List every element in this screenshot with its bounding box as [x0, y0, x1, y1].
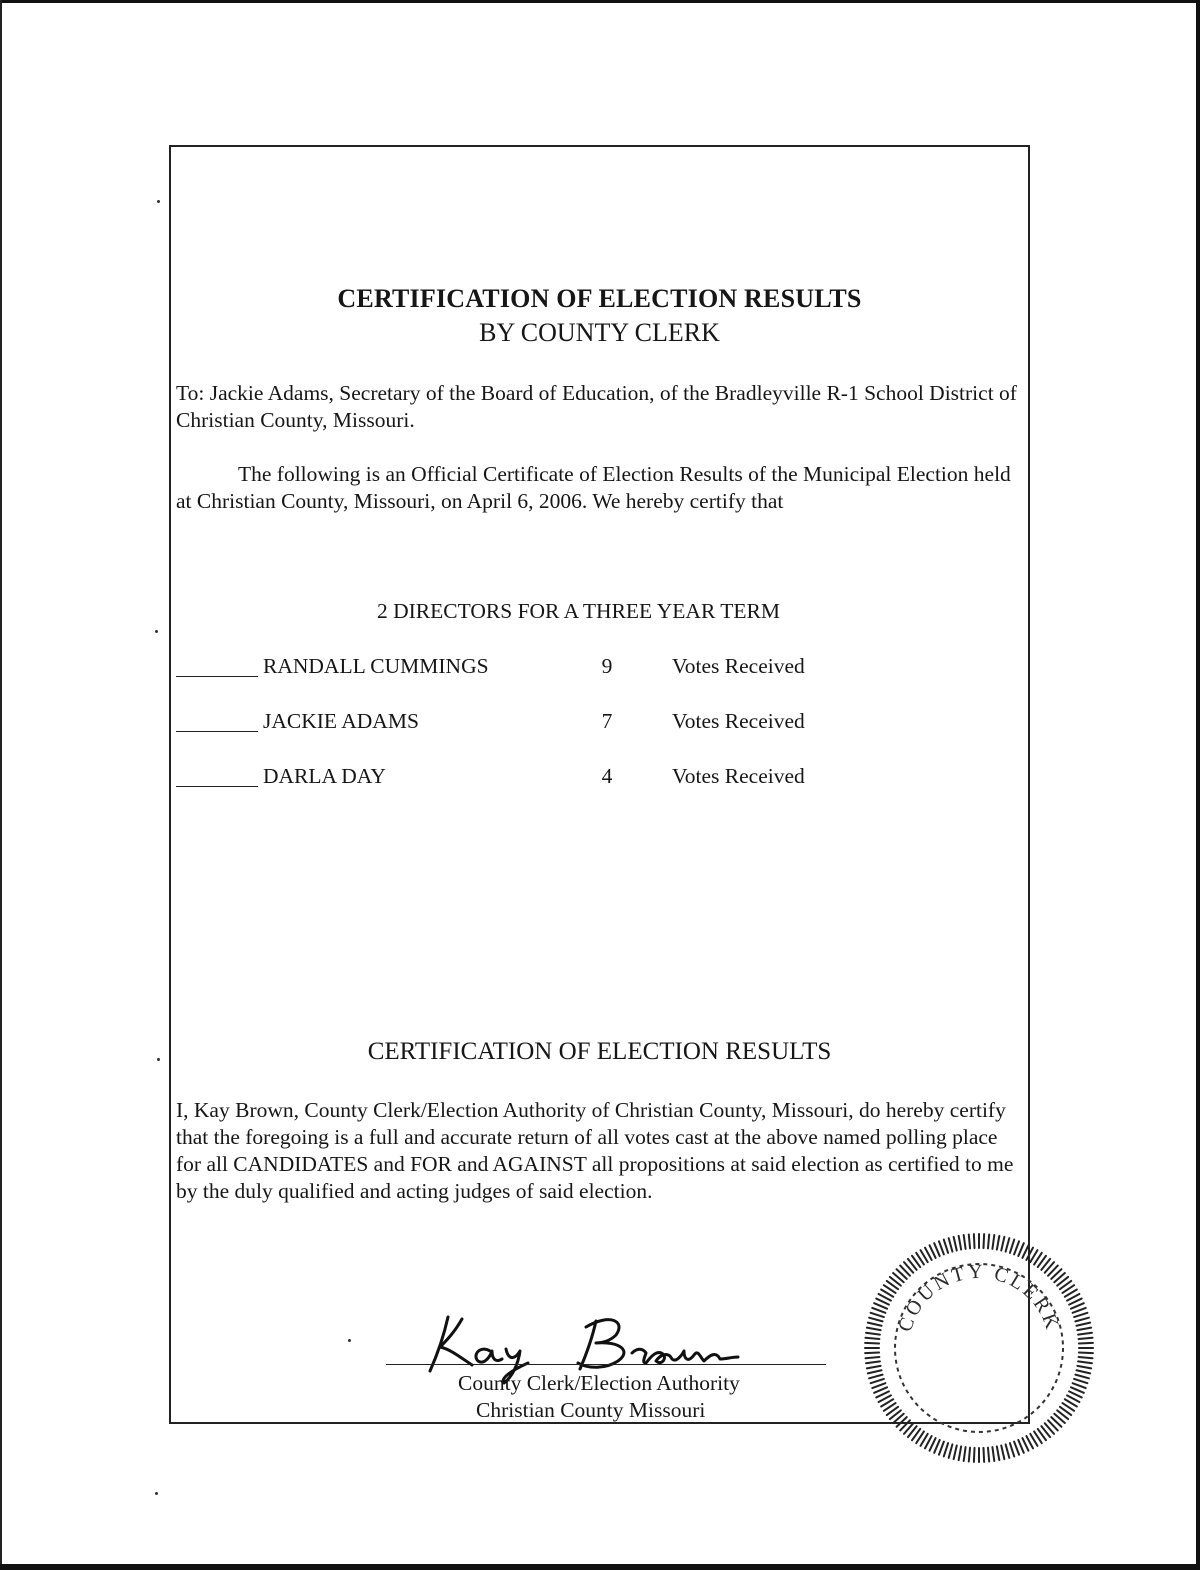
document-subtitle: BY COUNTY CLERK: [479, 318, 720, 347]
seal-tick: [1010, 1443, 1014, 1456]
seal-tick: [867, 1328, 881, 1330]
seal-tick: [1071, 1387, 1084, 1393]
candidate-votes: 4: [601, 764, 613, 788]
document-title: CERTIFICATION OF ELECTION RESULTS: [337, 284, 862, 313]
svg-text:COUNTY CLERK: COUNTY CLERK: [894, 1260, 1064, 1335]
scan-speck: [155, 1492, 158, 1495]
scan-edge-bottom: [0, 1564, 1200, 1570]
scan-speck: [157, 1058, 160, 1061]
seal-tick: [992, 1447, 994, 1461]
intro-paragraph: The following is an Official Certificate of Election Results of the Municipal Election held at Christian County, Missouri, on April 6, 2006. We hereby certify that: [176, 462, 1011, 513]
seal-tick: [974, 1234, 975, 1248]
seal-tick: [1073, 1383, 1086, 1388]
candidate-name: DARLA DAY: [263, 764, 386, 788]
seal-tick: [964, 1447, 966, 1461]
seal-tick: [874, 1303, 887, 1309]
seal-tick: [1078, 1361, 1092, 1363]
seal-tick: [1018, 1243, 1024, 1256]
votes-label: Votes Received: [672, 709, 805, 733]
seal-tick: [934, 1440, 940, 1453]
seal-tick: [969, 1448, 970, 1462]
seal-tick: [1074, 1313, 1087, 1317]
seal-tick: [1071, 1303, 1084, 1309]
mark-blank-line: [176, 731, 258, 732]
scan-speck: [157, 200, 160, 203]
seal-tick: [1079, 1352, 1093, 1353]
seal-tick: [1014, 1442, 1019, 1455]
certification-paragraph: I, Kay Brown, County Clerk/Election Authority of Christian County, Missouri, do hereby certify that the foregoing is a full and accurate return of all votes cast at the above named polling place for all CANDIDATES and FOR and AGAINST all propositions at said election as certified to me by the duly qualified and acting judges of said election.: [176, 1098, 1014, 1203]
seal-tick: [1018, 1440, 1024, 1453]
seal-tick: [1077, 1328, 1091, 1330]
seal-tick: [867, 1366, 881, 1368]
seal-tick: [964, 1235, 966, 1249]
seal-tick: [997, 1446, 999, 1460]
seal-tick: [944, 1443, 948, 1456]
candidate-votes: 9: [601, 654, 613, 678]
votes-label: Votes Received: [672, 764, 805, 788]
seal-tick: [949, 1238, 953, 1251]
seal-tick: [969, 1234, 970, 1248]
seal-tick: [1075, 1318, 1088, 1322]
seal-tick: [866, 1361, 880, 1363]
signatory-role: County Clerk/Election Authority: [458, 1371, 740, 1395]
addressee-paragraph: To: Jackie Adams, Secretary of the Board of Education, of the Bradleyville R-1 School District of Christian County, Missouri.: [176, 381, 1017, 432]
scan-speck: [155, 630, 158, 633]
seal-tick: [988, 1448, 989, 1462]
seal-tick: [868, 1370, 882, 1373]
seal-tick: [959, 1446, 961, 1460]
seal-tick: [865, 1357, 879, 1358]
seal-tick: [865, 1352, 879, 1353]
signatory-county: Christian County Missouri: [476, 1398, 706, 1422]
signature-line: [386, 1364, 826, 1365]
seal-tick: [865, 1338, 879, 1339]
seal-tick: [1076, 1370, 1090, 1373]
seal-tick: [1001, 1237, 1004, 1251]
seal-tick: [1077, 1366, 1091, 1368]
seal-tick: [871, 1379, 884, 1383]
seal-tick: [954, 1237, 957, 1251]
seal-tick: [869, 1375, 882, 1379]
seal-tick: [865, 1343, 879, 1344]
seal-tick: [1006, 1238, 1010, 1251]
seal-tick: [1078, 1333, 1092, 1335]
seal-tick: [1001, 1445, 1004, 1459]
seal-tick: [1079, 1357, 1093, 1358]
seal-tick: [868, 1323, 882, 1326]
mark-blank-line: [176, 786, 258, 787]
certification-heading: CERTIFICATION OF ELECTION RESULTS: [367, 1038, 832, 1065]
seal-tick: [983, 1448, 984, 1462]
seal-tick: [997, 1236, 999, 1250]
seal-tick: [974, 1448, 975, 1462]
seal-tick: [988, 1234, 989, 1248]
county-seal-stamp: [845, 1228, 1113, 1468]
scan-edge-top: [0, 0, 1200, 3]
seal-tick: [1073, 1308, 1086, 1313]
seal-tick: [992, 1235, 994, 1249]
seal-tick: [1074, 1379, 1087, 1383]
seal-tick: [872, 1383, 885, 1388]
seal-tick: [934, 1243, 940, 1256]
seal-tick: [866, 1333, 880, 1335]
seal-tick: [959, 1236, 961, 1250]
seal-tick: [1079, 1338, 1093, 1339]
candidate-votes: 7: [601, 709, 613, 733]
seal-tick: [939, 1241, 944, 1254]
seal-tick: [944, 1240, 948, 1253]
seal-tick: [874, 1387, 887, 1393]
race-heading: 2 DIRECTORS FOR A THREE YEAR TERM: [377, 599, 780, 623]
scan-edge-left: [0, 0, 2, 1570]
candidate-name: RANDALL CUMMINGS: [263, 654, 489, 678]
scan-edge-right: [1196, 0, 1200, 1570]
seal-tick: [872, 1308, 885, 1313]
seal-tick: [869, 1318, 882, 1322]
seal-tick: [954, 1445, 957, 1459]
seal-tick: [1079, 1343, 1093, 1344]
seal-tick: [1075, 1375, 1088, 1379]
mark-blank-line: [176, 676, 258, 677]
seal-tick: [1006, 1444, 1010, 1457]
seal-tick: [871, 1313, 884, 1317]
seal-tick: [949, 1444, 953, 1457]
seal-tick: [939, 1442, 944, 1455]
seal-tick: [1014, 1241, 1019, 1254]
seal-tick: [983, 1234, 984, 1248]
seal-tick: [1076, 1323, 1090, 1326]
candidate-name: JACKIE ADAMS: [263, 709, 419, 733]
votes-label: Votes Received: [672, 654, 805, 678]
seal-tick: [1010, 1240, 1014, 1253]
